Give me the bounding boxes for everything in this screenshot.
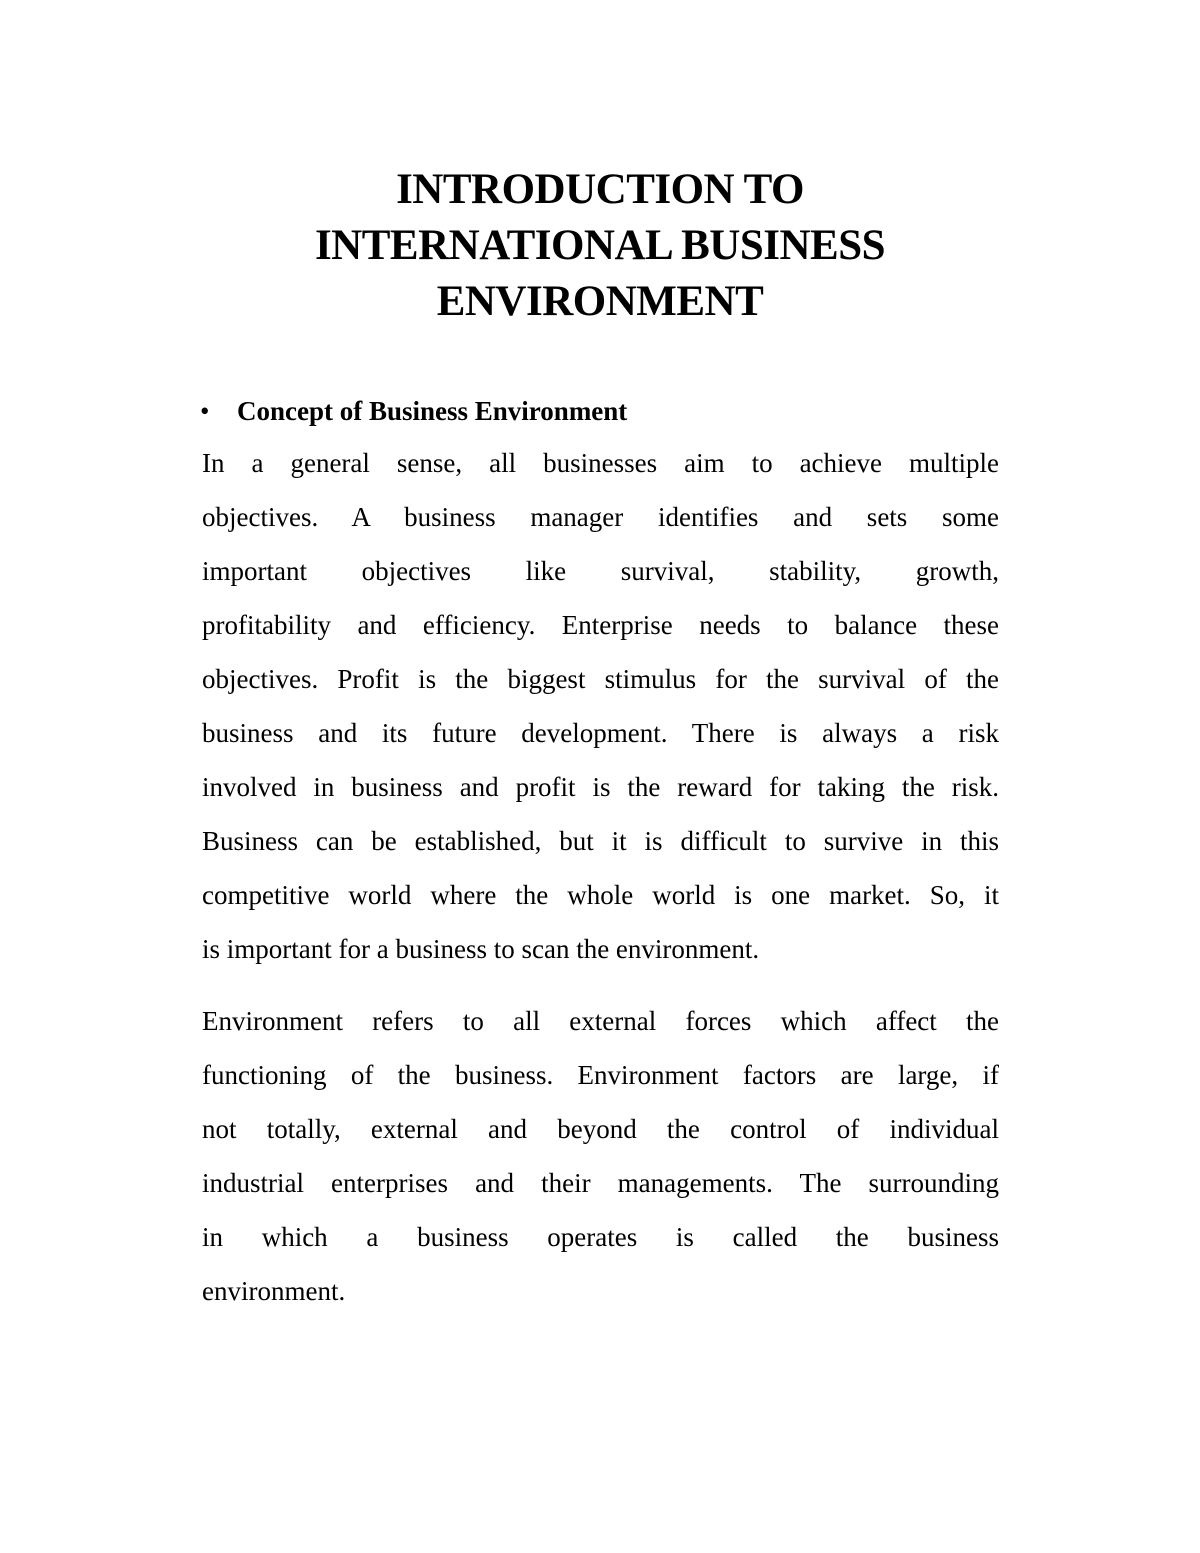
- paragraph-line: involved in business and profit is the reward for taking the risk.: [202, 772, 999, 802]
- section-heading: [200, 391, 1000, 431]
- paragraph-concept: [202, 436, 999, 976]
- paragraph-line: in which a business operates is called the business: [202, 1222, 999, 1252]
- paragraph-line: industrial enterprises and their managements. The surrounding: [202, 1168, 999, 1198]
- paragraph-line: competitive world where the whole world is one market. So, it: [202, 880, 999, 910]
- document-title: [200, 162, 1000, 330]
- bullet-icon: •: [200, 396, 210, 426]
- paragraph-line: In a general sense, all businesses aim to achieve multiple: [202, 448, 999, 478]
- paragraph-line: Environment refers to all external forces which affect the: [202, 1006, 999, 1036]
- section-heading-text: Concept of Business Environment: [237, 396, 628, 426]
- paragraph-line: Business can be established, but it is difficult to survive in this: [202, 826, 999, 856]
- paragraph-line: profitability and efficiency. Enterprise needs to balance these: [202, 610, 999, 640]
- paragraph-line: objectives. A business manager identifies and sets some: [202, 502, 999, 532]
- paragraph-line: is important for a business to scan the environment.: [202, 934, 760, 964]
- paragraph-environment: [202, 994, 999, 1318]
- title-line: INTERNATIONAL BUSINESS: [314, 222, 886, 269]
- paragraph-line: environment.: [202, 1276, 346, 1306]
- paragraph-line: important objectives like survival, stability, growth,: [202, 556, 999, 586]
- paragraph-line: business and its future development. There is always a risk: [202, 718, 999, 748]
- paragraph-line: not totally, external and beyond the control of individual: [202, 1114, 999, 1144]
- paragraph-line: functioning of the business. Environment factors are large, if: [202, 1060, 999, 1090]
- title-line: INTRODUCTION TO: [396, 166, 804, 213]
- paragraph-line: objectives. Profit is the biggest stimulus for the survival of the: [202, 664, 999, 694]
- title-line: ENVIRONMENT: [436, 278, 764, 325]
